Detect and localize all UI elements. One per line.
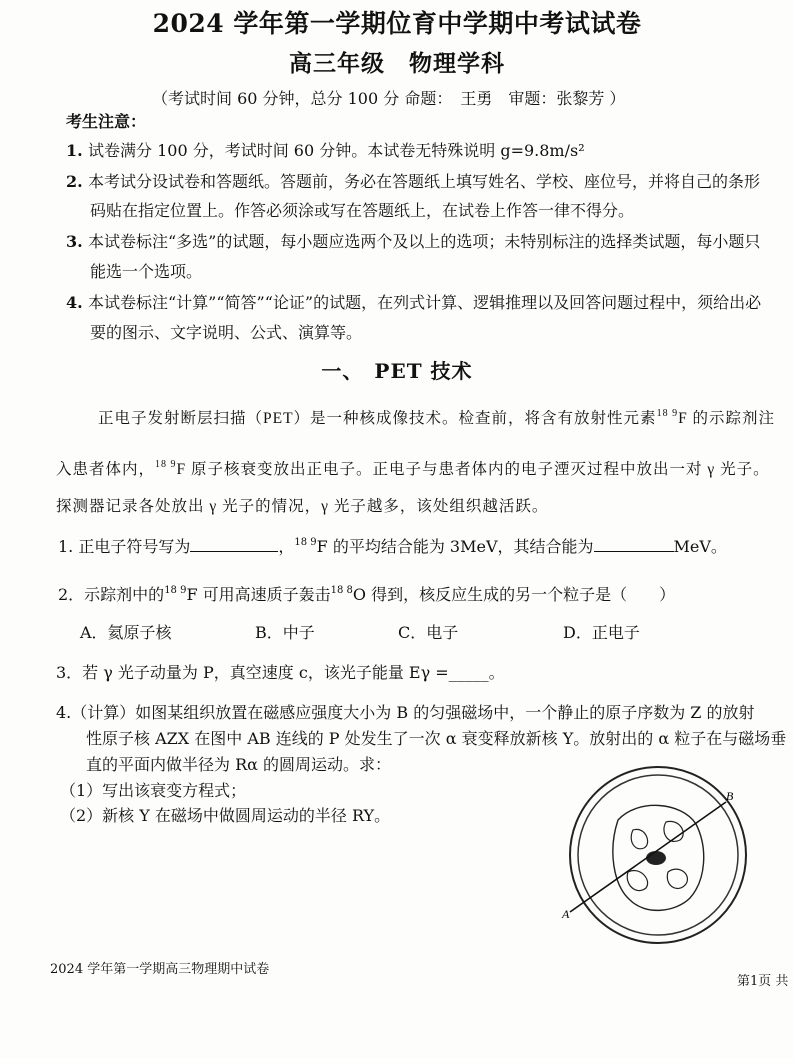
magnetic-field-figure (558, 760, 758, 950)
notice-number: 1. (66, 141, 83, 160)
notice-item-3-cont: 能选一个选项。 (90, 262, 203, 281)
passage-text: 正电子发射断层扫描（PET）是一种核成像技术。检查前，将含有放射性元素 (98, 410, 657, 427)
exam-title: 2024 学年第一学期位育中学期中考试试卷 (152, 9, 642, 38)
question-text: 2．示踪剂中的 (58, 585, 165, 604)
exam-info: （考试时间 60 分钟，总分 100 分 命题： 王勇 审题：张黎芳 ） (152, 89, 626, 108)
notice-number: 3. (66, 232, 83, 251)
answer-blank[interactable] (190, 534, 278, 552)
tissue-lobe (631, 829, 647, 848)
passage-text: 入患者体内， (56, 461, 156, 478)
notice-item-1 (66, 135, 585, 166)
passage-text: F 原子核衰变放出正电子。正电子与患者体内的电子湮灭过程中放出一对 γ 光子。 (176, 461, 770, 478)
footer-left: 2024 学年第一学期高三物理期中试卷 (50, 962, 270, 977)
nuclide-f: 18 9 (164, 585, 187, 596)
notice-number: 2. (66, 172, 83, 191)
label-b: B (726, 789, 734, 803)
question-4-line-1: 4.（计算）如图某组织放置在磁感应强度大小为 B 的匀强磁场中，一个静止的原子序数为 Z 的放射 (56, 703, 755, 722)
notice-heading: 考生注意： (66, 112, 147, 131)
option-d[interactable]: D．正电子 (563, 623, 640, 642)
notice-text: 本考试分设试卷和答题纸。答题前，务必在答题纸上填写姓名、学校、座位号，并将自己的条形 (88, 172, 761, 191)
notice-item-3 (66, 226, 760, 257)
nuclide-f: 18 9 (155, 459, 177, 470)
section-title: 一、 PET 技术 (321, 359, 473, 383)
nuclide-o: 18 8 (330, 585, 353, 596)
notice-item-4 (66, 287, 761, 318)
notice-text: 本试卷标注“计算”“简答”“论证”的试题，在列式计算、逻辑推理以及回答问题过程中，须给出必 (88, 293, 762, 312)
question-3: 3．若 γ 光子动量为 P，真空速度 c，该光子能量 Eγ =_____。 (56, 663, 505, 682)
option-c[interactable]: C．电子 (398, 623, 459, 642)
option-b[interactable]: B．中子 (255, 623, 315, 642)
passage-line-3: 探测器记录各处放出 γ 光子的情况，γ 光子越多，该处组织越活跃。 (56, 498, 549, 515)
notice-number: 4. (66, 293, 83, 312)
label-a: A (562, 907, 570, 921)
notice-text: 试卷满分 100 分，考试时间 60 分钟。本试卷无特殊说明 g=9.8m/s² (88, 141, 585, 160)
notice-text: 本试卷标注“多选”的试题，每小题应选两个及以上的选项；未特别标注的选择类试题，每小题只 (88, 232, 761, 251)
question-text: 1. 正电子符号写为 (58, 537, 191, 556)
question-4-line-3: 直的平面内做半径为 Rα 的圆周运动。求： (86, 755, 392, 774)
footer-page: 第1页 共 (737, 974, 789, 989)
tissue-lobe (627, 871, 647, 891)
question-2 (58, 582, 675, 605)
question-text: F 的平均结合能为 3MeV，其结合能为 (316, 537, 594, 556)
notice-item-2-cont: 码贴在指定位置上。作答必须涂或写在答题纸上，在试卷上作答一律不得分。 (90, 201, 635, 220)
passage-text: F 的示踪剂注 (678, 410, 776, 427)
question-text: MeV。 (673, 537, 727, 556)
passage-line-2 (56, 457, 770, 479)
line-ab (570, 802, 726, 912)
question-1 (58, 534, 727, 557)
exam-subtitle: 高三年级 物理学科 (289, 50, 505, 77)
nuclide-f: 18 9 (656, 408, 679, 419)
notice-item-2 (66, 166, 760, 197)
nuclide-f: 18 9 (294, 537, 317, 548)
tissue-lobe (667, 869, 687, 888)
option-a[interactable]: A．氦原子核 (80, 623, 172, 642)
question-4-line-2: 性原子核 AZX 在图中 AB 连线的 P 处发生了一次 α 衰变释放新核 Y。放射出的 α 粒子在与磁场垂 (86, 729, 787, 748)
passage-line-1 (98, 406, 775, 428)
answer-blank[interactable] (594, 534, 674, 552)
notice-item-4-cont: 要的图示、文字说明、公式、演算等。 (90, 323, 363, 342)
question-4-sub-1: （1）写出该衰变方程式； (60, 781, 247, 800)
tissue-core (646, 851, 666, 865)
question-4-sub-2: （2）新核 Y 在磁场中做圆周运动的半径 RY。 (60, 806, 391, 825)
question-text: O 得到，核反应生成的另一个粒子是（ ） (352, 585, 676, 604)
question-text: F 可用高速质子轰击 (186, 585, 331, 604)
question-text: ， (278, 537, 295, 556)
